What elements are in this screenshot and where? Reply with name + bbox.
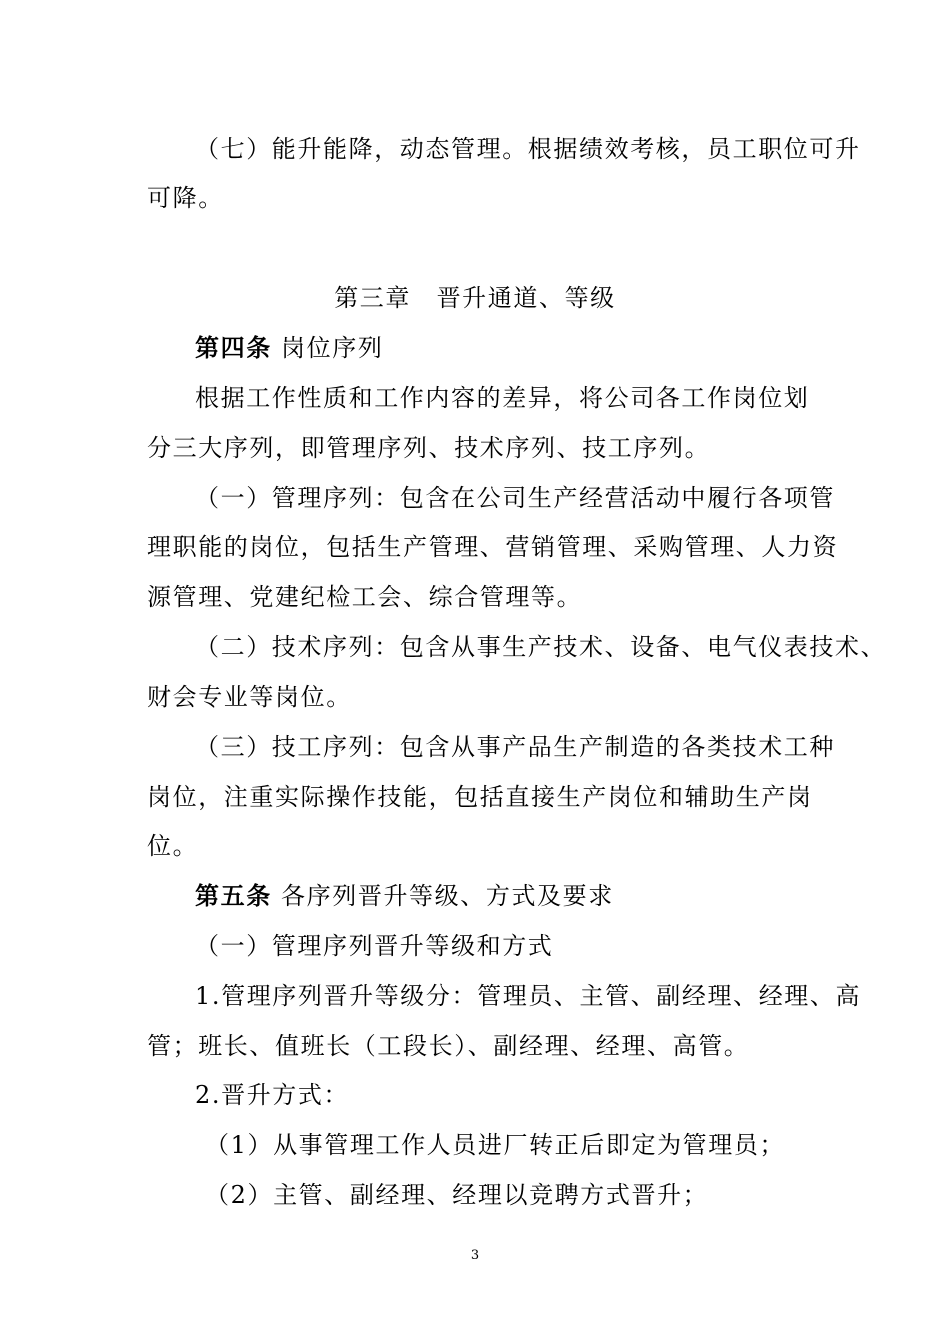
paragraph-line: 2.晋升方式： [195, 1081, 350, 1109]
article-label: 第五条 [195, 881, 272, 910]
paragraph-line: （二）技术序列：包含从事生产技术、设备、电气仪表技术、 [195, 633, 887, 661]
paragraph-line: 理职能的岗位，包括生产管理、营销管理、采购管理、人力资 [147, 533, 839, 561]
article-label: 第四条 [195, 333, 272, 362]
paragraph-line: 管；班长、值班长（工段长）、副经理、经理、高管。 [147, 1032, 750, 1060]
article-title: 岗位序列 [281, 334, 384, 362]
paragraph-line: （1）从事管理工作人员进厂转正后即定为管理员； [205, 1131, 786, 1159]
paragraph-line: 位。 [147, 832, 199, 860]
page-number: 3 [470, 1248, 480, 1263]
article-heading [195, 331, 807, 365]
paragraph-line: （七）能升能降，动态管理。根据绩效考核，员工职位可升 [195, 135, 861, 163]
paragraph-line: 分三大序列，即管理序列、技术序列、技工序列。 [147, 434, 711, 462]
paragraph-line: 1.管理序列晋升等级分：管理员、主管、副经理、经理、高 [195, 982, 862, 1010]
article-title: 各序列晋升等级、方式及要求 [281, 882, 614, 910]
paragraph-line: （一）管理序列：包含在公司生产经营活动中履行各项管 [195, 484, 835, 512]
paragraph-line: 源管理、党建纪检工会、综合管理等。 [147, 583, 583, 611]
article-heading [195, 879, 807, 913]
paragraph-line: （三）技工序列：包含从事产品生产制造的各类技术工种 [195, 733, 835, 761]
paragraph-line: 可降。 [147, 184, 224, 212]
paragraph-line: 岗位，注重实际操作技能，包括直接生产岗位和辅助生产岗 [147, 783, 813, 811]
paragraph-line: （2）主管、副经理、经理以竞聘方式晋升； [205, 1181, 709, 1209]
paragraph-line: 财会专业等岗位。 [147, 683, 352, 711]
paragraph-line: 根据工作性质和工作内容的差异，将公司各工作岗位划 [195, 384, 810, 412]
chapter-title: 第三章 晋升通道、等级 [334, 284, 616, 312]
section-heading: （一）管理序列晋升等级和方式 [195, 932, 554, 960]
